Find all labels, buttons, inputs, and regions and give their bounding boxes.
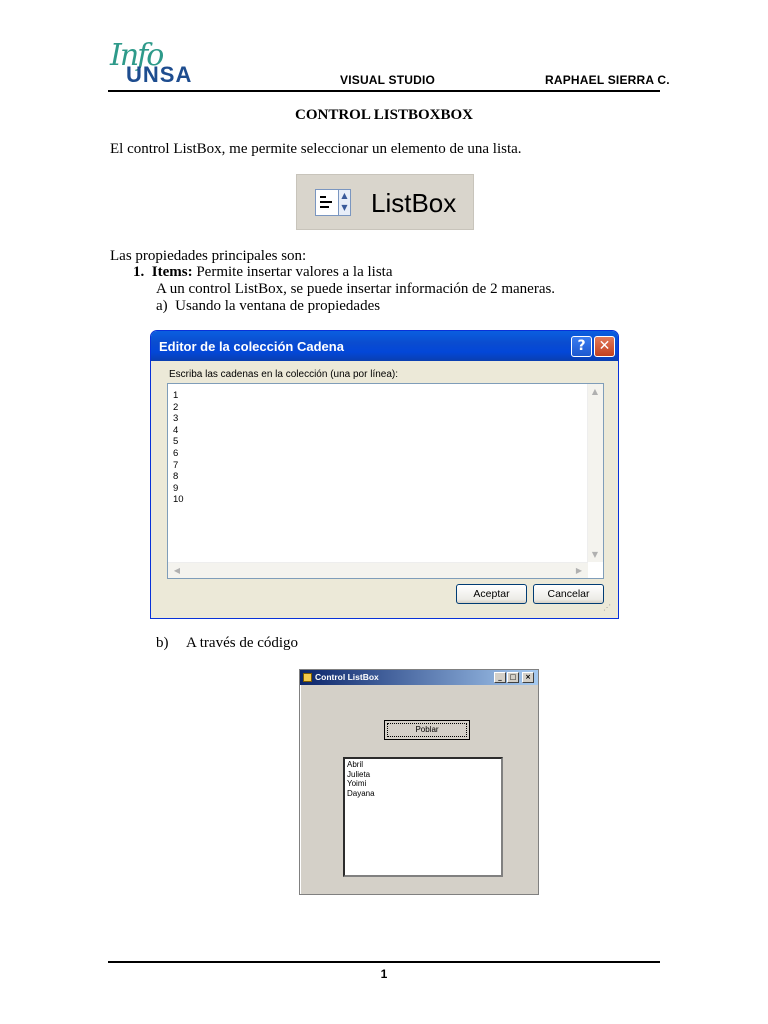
string-line: 4 xyxy=(173,424,179,436)
sub-item-b-text: A través de código xyxy=(186,635,299,651)
sub-item-b xyxy=(156,635,299,652)
string-line: 3 xyxy=(173,413,179,425)
string-line: 6 xyxy=(173,447,179,459)
accept-button[interactable]: Aceptar xyxy=(456,584,527,604)
listbox-icon-scrollbar: ▲ ▼ xyxy=(338,190,350,215)
list-item-1-term: Items: xyxy=(151,264,193,280)
header-author: RAPHAEL SIERRA C. xyxy=(545,73,670,87)
dialog-title: Editor de la colección Cadena xyxy=(159,339,344,354)
logo-info-text: Info xyxy=(110,38,163,73)
string-line: 8 xyxy=(173,471,179,483)
listbox-form-window xyxy=(299,669,539,895)
string-line: 1 xyxy=(173,390,179,401)
scroll-left-icon[interactable]: ◀ xyxy=(173,566,181,575)
minimize-button[interactable]: _ xyxy=(494,672,506,683)
form-close-button[interactable]: × xyxy=(522,672,534,683)
listbox-icon-label: ListBox xyxy=(371,188,457,218)
sub-item-a: a) Usando la ventana de propiedades xyxy=(156,298,381,314)
properties-intro: Las propiedades principales son: xyxy=(110,248,307,264)
string-line: 7 xyxy=(173,459,179,471)
list-item[interactable]: Dayana xyxy=(347,788,375,798)
maximize-button[interactable]: □ xyxy=(507,672,519,683)
string-line: 5 xyxy=(173,436,179,448)
list-item[interactable]: Yoimi xyxy=(347,779,367,788)
list-item[interactable]: Abril xyxy=(347,760,364,769)
dialog-close-button[interactable]: ✕ xyxy=(594,336,615,357)
list-item-1-text: Permite insertar valores a la lista xyxy=(192,264,393,280)
list-item-1-detail: A un control ListBox, se puede insertar información de 2 maneras. xyxy=(156,281,556,297)
form-app-icon xyxy=(303,673,312,682)
form-title: Control ListBox xyxy=(315,672,379,682)
sub-item-b-letter: b) xyxy=(156,635,169,651)
list-item-1-number: 1. xyxy=(133,264,145,280)
scroll-right-icon[interactable]: ▶ xyxy=(575,566,583,575)
form-titlebar xyxy=(300,670,538,685)
strings-lines xyxy=(173,390,184,506)
vertical-scrollbar[interactable] xyxy=(587,384,603,562)
string-line: 9 xyxy=(173,482,179,494)
logo-unsa-text: UNSA xyxy=(126,62,193,87)
scroll-down-icon[interactable]: ▼ xyxy=(591,550,599,559)
strings-textarea[interactable] xyxy=(167,383,604,579)
collection-editor-dialog xyxy=(150,330,619,619)
names-listbox[interactable] xyxy=(343,757,503,877)
cancel-button[interactable]: Cancelar xyxy=(533,584,604,604)
listbox-icon xyxy=(315,189,351,216)
list-item[interactable]: Julieta xyxy=(347,769,371,779)
header-rule xyxy=(108,90,660,92)
list-item-1 xyxy=(133,264,393,281)
document-title-text: CONTROL LISTBOXBOX xyxy=(295,107,473,123)
help-button[interactable]: ? xyxy=(571,336,592,357)
string-line: 10 xyxy=(173,494,184,506)
page-number: 1 xyxy=(380,967,388,981)
dialog-body xyxy=(154,361,615,615)
footer-rule xyxy=(108,961,660,963)
dialog-titlebar xyxy=(151,331,618,361)
resize-grip-icon[interactable]: ⋰ xyxy=(603,603,611,612)
info-unsa-logo xyxy=(108,40,218,88)
document-title xyxy=(0,107,768,124)
string-line: 2 xyxy=(173,401,179,413)
listbox-toolbox-image xyxy=(296,174,474,230)
intro-paragraph: El control ListBox, me permite seleccionar un elemento de una lista. xyxy=(110,141,522,157)
header-title: VISUAL STUDIO xyxy=(340,73,436,87)
scroll-up-icon[interactable]: ▲ xyxy=(591,387,599,396)
horizontal-scrollbar[interactable] xyxy=(168,562,588,578)
strings-label: Escriba las cadenas en la colección (una por línea): xyxy=(169,369,399,380)
poblar-button-label: Poblar xyxy=(387,723,467,737)
poblar-button[interactable] xyxy=(384,720,470,740)
